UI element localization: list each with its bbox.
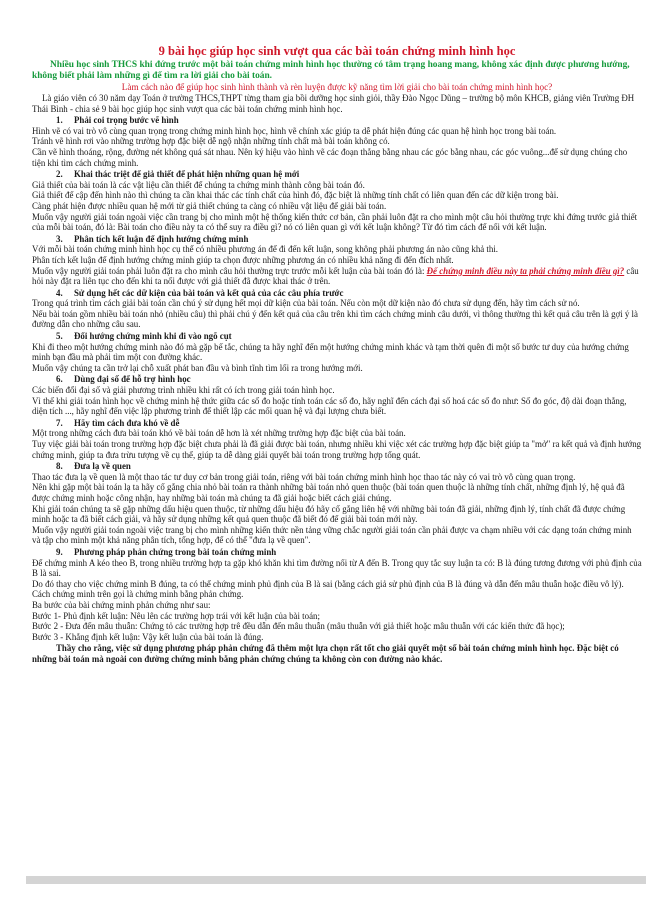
section-number: 2. bbox=[56, 169, 63, 180]
paragraph: Với mỗi bài toán chứng minh hình học cụ thể có nhiều phương án để đi đến kết luận, song không phải phương án nào cũng khả thi. bbox=[32, 244, 499, 255]
paragraph: Tránh vẽ hình rơi vào những trường hợp đặc biệt dễ ngộ nhận những tính chất mà bài toán không có. bbox=[32, 136, 390, 147]
paragraph: Để chứng minh A kéo theo B, trong nhiều trường hợp ta gặp khó khăn khi tìm đường nối từ A đến B. Trong quy tắc suy luận ta có: B là đúng tương đương với phủ định của B là sai. bbox=[32, 557, 642, 579]
intro-paragraph: Là giáo viên có 30 năm dạy Toán ở trường THCS,THPT từng tham gia bồi dưỡng học sinh giỏi, thầy Đào Ngọc Dũng – trường bộ môn KHCB, giảng viên Trường ĐH Thái Bình - chia sẻ 9 bài học giúp học sinh vượt qua các bài toán chứng minh hình học. bbox=[32, 93, 635, 114]
paragraph: Muốn vậy người giải toán ngoài việc cần trang bị cho mình một hệ thống kiến thức cơ bản, cần phải luôn đặt ra cho mình một câu hỏi thường trực khi đứng trước giả thiết của mỗi bài toán, đó là: Bài toán cho điều này ta có thể suy ra điều gì? nó có liên quan gì với kết luận không? Từ đó tìm cách để nối với kết luận. bbox=[32, 211, 638, 233]
intro-question: Làm cách nào để giúp học sinh hình thành và rèn luyện được kỹ năng tìm lời giải cho bài toán chứng minh hình học? bbox=[121, 82, 553, 92]
paragraph: Càng phát hiện được nhiều quan hệ mới từ giả thiết chúng ta càng có nhiều vật liệu để giải bài toán. bbox=[32, 200, 387, 211]
section-number: 6. bbox=[56, 374, 63, 385]
section-1-heading bbox=[32, 115, 642, 126]
section-number: 7. bbox=[56, 417, 63, 428]
section-6-heading bbox=[32, 374, 642, 385]
paragraph: Các biến đổi đại số và giải phương trình nhiều khi rất có ích trong giải toán hình học. bbox=[32, 385, 335, 396]
section-9-heading bbox=[32, 547, 642, 558]
paragraph: Giả thiết để cập đến hình nào thì chúng ta cần khai thác các tính chất của hình đó, đặc biệt là những tính chất có liên quan đến các dữ kiện trong bài. bbox=[32, 190, 559, 201]
paragraph: Giả thiết của bài toán là các vật liệu cần thiết để chúng ta chứng minh thành công bài toán đó. bbox=[32, 179, 365, 190]
paragraph: Bước 3 - Khẳng định kết luận: Vậy kết luận của bài toán là đúng. bbox=[32, 631, 264, 642]
section-title: Hãy tìm cách đưa khó về dễ bbox=[74, 417, 180, 428]
paragraph: Khi đi theo một hướng chứng minh nào đó mà gặp bế tắc, chúng ta hãy nghĩ đến một hướng chứng minh khác và tạm thời quên đi một số bước tư duy của hướng chứng minh bạn đầu mà phải tìm một con đường khác. bbox=[32, 341, 629, 363]
section-5-heading bbox=[32, 331, 642, 342]
paragraph: Phân tích kết luận để định hướng chứng minh giúp ta chọn được những phương án có nhiều khả năng đi đến đích nhất. bbox=[32, 254, 454, 265]
paragraph: Do đó thay cho việc chứng minh B đúng, ta có thể chứng minh phủ định của B là sai (bằng cách giả sử phủ định của B là đúng và dẫn đến mâu thuẫn hoặc điều vô lý). Cách chứng minh trên gọi là chứng minh bằng phản chứng. bbox=[32, 578, 624, 600]
section-8-heading bbox=[32, 461, 642, 472]
paragraph: Thao tác đưa lạ về quen là một thao tác tư duy cơ bản trong giải toán, riêng với bài toán chứng minh hình học thao tác này có vai trò vô cùng quan trọng. bbox=[32, 471, 576, 482]
section-title: Phân tích kết luận để định hướng chứng minh bbox=[74, 233, 249, 244]
paragraph: Khi giải toán chúng ta sẽ gặp những dấu hiệu quen thuộc, từ những dấu hiệu đó hãy cố gắng liên hệ với những bài toán đã giải, những định lý, tính chất đã được chứng minh hoặc ta đã biết cách giải, và hãy sử dụng những kết quả quen thuộc đã biết đó để giải bài toán mới này. bbox=[32, 503, 626, 525]
document-page bbox=[32, 44, 642, 664]
paragraph: Vì thế khi giải toán hình học về chứng minh hệ thức giữa các số đo hoặc tính toán các số đo, hãy nghĩ đến cách đại số hoá các số đo như: Số đo góc, độ dài đoạn thẳng, diện tích ..., hãy nghĩ đến việc lập phương trình để thiết lập các mối quan hệ và đại lượng chưa biết. bbox=[32, 395, 627, 417]
paragraph: Ba bước của bài chứng minh phản chứng như sau: bbox=[32, 599, 211, 610]
section-4-heading bbox=[32, 288, 642, 299]
paragraph: Tuy việc giải bài toán trong trường hợp đặc biệt chưa phải là đã giải được bài toán, nhưng nhiều khi việc xét các trường hợp đặc biệt giúp ta "mở" ra kết quả và định hướng chứng minh, giúp ta đưa trừu tượng về cụ thể, giúp ta dễ dàng giải quyết bài toán trong trường hợp tổng quát. bbox=[32, 439, 642, 460]
conclusion-paragraph: Thầy cho rằng, việc sử dụng phương pháp phản chứng đã thêm một lựa chọn rất tốt cho giải quyết một số bài toán chứng minh hình học. Đặc biệt có những bài toán mà ngoài con đường chứng minh bằng phản chứng chúng ta không còn con đường nào khác. bbox=[32, 643, 619, 664]
section-title: Phải coi trọng bước vẽ hình bbox=[74, 115, 179, 126]
section-number: 4. bbox=[56, 287, 63, 298]
paragraph: Hình vẽ có vai trò vô cùng quan trọng trong chứng minh hình học, hình vẽ chính xác giúp ta dễ phát hiện đúng các quan hệ hình học trong bài toán. bbox=[32, 125, 557, 136]
section-title: Dùng đại số để hỗ trợ hình học bbox=[74, 374, 191, 385]
text-run: câu hỏi này đặt ra liên tục cho đến khi ta nối được với giả thiết đã được khai thác ở trên. bbox=[32, 265, 639, 287]
paragraph: Muốn vậy người giải toán ngoài việc trang bị cho mình những kiến thức nền tảng vững chắc người giải toán cần phải được va chạm nhiều với các dạng toán chứng minh và tập cho mình một khả năng phân tích, tổng hợp, để có thể "đưa lạ về quen". bbox=[32, 524, 632, 546]
section-title: Khai thác triệt để giả thiết để phát hiện những quan hệ mới bbox=[74, 169, 300, 180]
section-number: 3. bbox=[56, 233, 63, 244]
paragraph: Trong quá trình tìm cách giải bài toán cần chú ý sử dụng hết mọi dữ kiện của bài toán. Nếu còn một dữ kiện nào đó chưa sử dụng đến, hãy tìm cách sử nó. bbox=[32, 298, 580, 309]
paragraph: Nếu bài toán gồm nhiều bài toán nhỏ (nhiều câu) thì phải chú ý đến kết quả của câu trên khi tìm cách chứng minh câu dưới, vì thông thường thì kết quả câu trên là gợi ý là đường dẫn cho những câu sau. bbox=[32, 308, 638, 330]
page-title: 9 bài học giúp học sinh vượt qua các bài toán chứng minh hình học bbox=[158, 44, 516, 58]
section-number: 5. bbox=[56, 331, 63, 342]
intro-lead: Nhiều học sinh THCS khi đứng trước một bài toán chứng minh hình học thường có tâm trạng hoang mang, không xác định được phương hướng, không biết phải làm những gì để tìm ra lời giải cho bài toán. bbox=[32, 60, 630, 81]
paragraph: Muốn vậy chúng ta cần trở lại chỗ xuất phát ban đầu và bình tĩnh tìm lối ra trong hướng mới. bbox=[32, 362, 363, 373]
paragraph: Nên khi gặp một bài toán lạ ta hãy cố gắng chia nhỏ bài toán ra thành những bài toán nhỏ quen thuộc (bài toán quen thuộc là những tính chất, những định lý, hệ quả đã được chứng minh hoặc công nhận, hay những bài toán mà chúng ta đã giải hoặc biết cách giải chúng. bbox=[32, 482, 625, 503]
section-title: Sử dụng hết các dữ kiện của bài toán và kết quả của các câu phía trước bbox=[74, 287, 344, 298]
footer-divider bbox=[26, 876, 646, 884]
section-title: Đưa lạ về quen bbox=[74, 461, 131, 472]
paragraph: Cần vẽ hình thoáng, rộng, đường nét không quá sát nhau. Nên ký hiệu vào hình vẽ các đoạn thẳng bằng nhau các góc bằng nhau, các góc vuông...để sử dụng chúng cho tiện khi tìm cách chứng minh. bbox=[32, 146, 628, 168]
highlighted-question: Để chứng minh điều này ta phải chứng minh điều gì? bbox=[426, 265, 625, 276]
paragraph: Bước 1- Phủ định kết luận: Nêu lên các trường hợp trái với kết luận của bài toán; bbox=[32, 610, 320, 621]
section-2-heading bbox=[32, 169, 642, 180]
section-3-heading bbox=[32, 234, 642, 245]
section-title: Đổi hướng chứng minh khi đi vào ngõ cụt bbox=[74, 331, 232, 342]
section-7-heading bbox=[32, 418, 642, 429]
paragraph bbox=[32, 266, 642, 287]
section-number: 9. bbox=[56, 546, 63, 557]
section-title: Phương pháp phản chứng trong bài toán chứng minh bbox=[74, 546, 277, 557]
section-number: 1. bbox=[56, 115, 63, 126]
section-number: 8. bbox=[56, 461, 63, 472]
text-run: Muốn vậy người giải toán phải luôn đặt ra cho mình câu hỏi thường trực trước mỗi kết luận của bài toán đó là: bbox=[32, 265, 427, 276]
paragraph: Một trong những cách đưa bài toán khó về bài toán dễ hơn là xét những trường hợp đặc biệt của bài toán. bbox=[32, 428, 406, 439]
paragraph: Bước 2 - Đưa đến mâu thuẫn: Chứng tỏ các trường hợp trê đều dẫn đến mâu thuẫn (mâu thuẫn với giả thiết hoặc mâu thuẫn với các kiến thức đã học); bbox=[32, 621, 565, 632]
